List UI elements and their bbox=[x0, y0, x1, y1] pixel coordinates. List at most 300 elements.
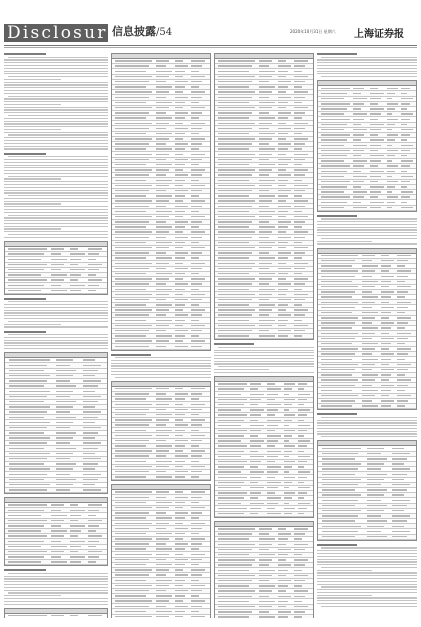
table-cell bbox=[115, 393, 149, 394]
table-cell bbox=[175, 185, 183, 186]
table-cell bbox=[156, 190, 166, 191]
table-cell bbox=[191, 200, 205, 201]
table-cell bbox=[191, 71, 199, 72]
table-cell bbox=[250, 503, 264, 504]
table-cell bbox=[218, 482, 244, 483]
table-cell bbox=[191, 309, 205, 310]
table-cell bbox=[278, 278, 286, 279]
table-cell bbox=[191, 138, 205, 139]
table-cell bbox=[218, 60, 255, 61]
table-cell bbox=[191, 60, 205, 61]
table-cell bbox=[397, 343, 405, 344]
table-cell bbox=[8, 253, 44, 254]
band-word: Disclosure bbox=[7, 23, 120, 43]
table-cell bbox=[259, 289, 275, 290]
table-cell bbox=[298, 461, 307, 462]
table-cell bbox=[278, 169, 286, 170]
table-cell bbox=[51, 504, 64, 505]
table-cell bbox=[381, 322, 395, 323]
table-cell bbox=[70, 264, 78, 265]
table-cell bbox=[321, 385, 355, 386]
text-line bbox=[317, 232, 417, 233]
table-cell bbox=[218, 86, 249, 87]
table-cell bbox=[191, 231, 205, 232]
table-cell bbox=[115, 445, 146, 446]
table-cell bbox=[321, 191, 345, 192]
table-cell bbox=[218, 294, 255, 295]
table-cell bbox=[156, 76, 169, 77]
data-table bbox=[214, 53, 314, 340]
text-heading bbox=[4, 153, 46, 155]
text-line bbox=[4, 93, 108, 94]
text-line bbox=[317, 559, 417, 560]
table-cell bbox=[88, 274, 96, 275]
table-cell bbox=[267, 420, 281, 421]
table-cell bbox=[175, 148, 186, 149]
table-cell bbox=[9, 375, 50, 376]
table-cell bbox=[294, 185, 308, 186]
table-cell bbox=[298, 414, 307, 415]
table-cell bbox=[259, 590, 272, 591]
table-cell bbox=[175, 252, 189, 253]
table-cell bbox=[218, 487, 242, 488]
table-cell bbox=[392, 510, 404, 511]
data-table bbox=[317, 80, 417, 212]
text-line bbox=[317, 603, 417, 604]
table-cell bbox=[259, 91, 272, 92]
table-cell bbox=[8, 274, 41, 275]
table-cell bbox=[259, 570, 275, 571]
table-cell bbox=[267, 440, 278, 441]
table-cell bbox=[362, 276, 372, 277]
table-cell bbox=[83, 453, 95, 454]
text-line bbox=[111, 365, 211, 366]
table-cell bbox=[392, 531, 410, 532]
table-cell bbox=[156, 543, 166, 544]
table-cell bbox=[370, 202, 384, 203]
text-line bbox=[4, 595, 61, 596]
table-cell bbox=[278, 71, 289, 72]
table-cell bbox=[370, 103, 378, 104]
table-cell bbox=[156, 606, 166, 607]
text-line bbox=[4, 143, 108, 144]
table-cell bbox=[83, 489, 101, 490]
table-cell bbox=[175, 471, 189, 472]
text-heading bbox=[317, 413, 357, 415]
text-line bbox=[317, 241, 372, 242]
table-cell bbox=[83, 365, 101, 366]
table-cell bbox=[175, 346, 189, 347]
table-cell bbox=[191, 419, 205, 420]
table-cell bbox=[191, 169, 205, 170]
table-cell bbox=[156, 252, 166, 253]
table-cell bbox=[191, 611, 199, 612]
table-cell bbox=[115, 424, 149, 425]
table-cell bbox=[115, 404, 152, 405]
text-line bbox=[317, 581, 417, 582]
table-cell bbox=[51, 615, 64, 616]
table-cell bbox=[175, 325, 183, 326]
text-line bbox=[317, 235, 417, 236]
table-cell bbox=[250, 440, 264, 441]
table-cell bbox=[298, 425, 310, 426]
table-cell bbox=[191, 117, 199, 118]
table-cell bbox=[294, 528, 308, 529]
table-cell bbox=[175, 600, 183, 601]
table-cell bbox=[115, 564, 146, 565]
table-cell bbox=[284, 513, 293, 514]
table-cell bbox=[278, 128, 292, 129]
table-cell bbox=[294, 71, 302, 72]
table-cell bbox=[322, 526, 361, 527]
table-cell bbox=[294, 283, 305, 284]
text-line bbox=[4, 137, 108, 138]
table-cell bbox=[156, 263, 169, 264]
table-cell bbox=[321, 338, 355, 339]
text-line bbox=[4, 71, 108, 72]
table-cell bbox=[156, 231, 169, 232]
table-cell bbox=[191, 497, 202, 498]
table-cell bbox=[370, 113, 381, 114]
text-block bbox=[317, 544, 417, 607]
column-1 bbox=[4, 50, 108, 618]
table-cell bbox=[284, 399, 296, 400]
table-cell bbox=[218, 606, 255, 607]
table-cell bbox=[298, 487, 310, 488]
table-cell bbox=[321, 150, 350, 151]
table-cell bbox=[259, 123, 272, 124]
table-cell bbox=[115, 289, 146, 290]
text-line bbox=[111, 363, 211, 364]
table-cell bbox=[191, 185, 205, 186]
table-cell bbox=[401, 139, 407, 140]
table-cell bbox=[370, 139, 384, 140]
text-line bbox=[111, 374, 211, 375]
table-row bbox=[215, 512, 313, 517]
table-cell bbox=[397, 265, 405, 266]
table-cell bbox=[362, 390, 378, 391]
table-cell bbox=[218, 242, 249, 243]
table-cell bbox=[259, 611, 269, 612]
table-cell bbox=[387, 98, 393, 99]
table-cell bbox=[284, 430, 296, 431]
table-cell bbox=[156, 585, 169, 586]
table-cell bbox=[278, 195, 289, 196]
masthead-rule bbox=[4, 45, 417, 46]
table-cell bbox=[278, 309, 286, 310]
table-cell bbox=[218, 283, 252, 284]
table-cell bbox=[259, 216, 272, 217]
table-cell bbox=[88, 253, 99, 254]
table-cell bbox=[370, 93, 384, 94]
table-cell bbox=[175, 388, 183, 389]
table-cell bbox=[250, 420, 258, 421]
table-cell bbox=[56, 370, 76, 371]
table-cell bbox=[191, 450, 205, 451]
table-cell bbox=[218, 596, 252, 597]
table-cell bbox=[362, 265, 378, 266]
table-cell bbox=[156, 169, 169, 170]
table-cell bbox=[298, 399, 307, 400]
table-cell bbox=[250, 497, 258, 498]
table-cell bbox=[115, 133, 146, 134]
table-cell bbox=[156, 211, 172, 212]
table-cell bbox=[362, 395, 375, 396]
table-cell bbox=[294, 206, 305, 207]
table-cell bbox=[381, 353, 395, 354]
table-cell bbox=[367, 463, 384, 464]
table-cell bbox=[397, 270, 411, 271]
table-cell bbox=[218, 81, 252, 82]
table-cell bbox=[218, 330, 252, 331]
table-cell bbox=[156, 600, 169, 601]
table-cell bbox=[367, 536, 387, 537]
masthead-band bbox=[4, 23, 120, 43]
table-cell bbox=[294, 200, 308, 201]
text-line bbox=[317, 422, 417, 423]
table-cell bbox=[191, 491, 205, 492]
table-cell bbox=[387, 139, 396, 140]
table-cell bbox=[259, 143, 269, 144]
table-cell bbox=[175, 340, 183, 341]
table-cell bbox=[397, 296, 405, 297]
table-cell bbox=[218, 508, 247, 509]
text-line bbox=[317, 589, 417, 590]
table-cell bbox=[218, 123, 255, 124]
text-line bbox=[4, 173, 108, 174]
table-cell bbox=[322, 448, 361, 449]
table-cell bbox=[259, 226, 275, 227]
table-cell bbox=[321, 124, 347, 125]
table-cell bbox=[191, 268, 202, 269]
table-cell bbox=[51, 541, 61, 542]
table-cell bbox=[51, 551, 64, 552]
table-cell bbox=[83, 411, 101, 412]
table-cell bbox=[156, 523, 169, 524]
table-cell bbox=[259, 544, 272, 545]
table-cell bbox=[56, 417, 76, 418]
table-cell bbox=[175, 159, 189, 160]
table-cell bbox=[218, 513, 244, 514]
text-line bbox=[4, 59, 108, 60]
table-cell bbox=[278, 143, 292, 144]
table-cell bbox=[9, 463, 44, 464]
table-cell bbox=[175, 450, 183, 451]
table-cell bbox=[156, 564, 172, 565]
table-cell bbox=[218, 445, 247, 446]
text-line bbox=[4, 190, 108, 191]
table-cell bbox=[8, 269, 44, 270]
text-heading bbox=[4, 298, 46, 300]
table-cell bbox=[88, 520, 102, 521]
table-cell bbox=[218, 549, 252, 550]
table-cell bbox=[218, 440, 242, 441]
table-cell bbox=[191, 388, 205, 389]
table-cell bbox=[115, 497, 149, 498]
table-cell bbox=[156, 247, 169, 248]
table-cell bbox=[250, 399, 261, 400]
text-line bbox=[4, 601, 108, 602]
table-cell bbox=[392, 515, 410, 516]
table-cell bbox=[259, 299, 269, 300]
table-cell bbox=[218, 195, 249, 196]
table-cell bbox=[115, 216, 152, 217]
table-cell bbox=[298, 456, 310, 457]
text-line bbox=[4, 101, 108, 102]
table-cell bbox=[259, 263, 272, 264]
table-cell bbox=[156, 294, 169, 295]
table-cell bbox=[191, 263, 205, 264]
table-cell bbox=[387, 155, 396, 156]
table-cell bbox=[259, 294, 272, 295]
table-cell bbox=[259, 190, 269, 191]
table-cell bbox=[294, 294, 308, 295]
table-cell bbox=[218, 226, 249, 227]
table-cell bbox=[115, 102, 146, 103]
table-cell bbox=[191, 304, 199, 305]
text-line bbox=[4, 107, 108, 108]
text-block bbox=[111, 354, 211, 378]
text-line bbox=[321, 547, 417, 548]
data-table bbox=[4, 352, 108, 494]
text-line bbox=[4, 201, 108, 202]
table-cell bbox=[8, 546, 41, 547]
text-line bbox=[4, 340, 108, 341]
table-cell bbox=[322, 479, 361, 480]
table-cell bbox=[191, 569, 205, 570]
table-cell bbox=[294, 237, 305, 238]
table-cell bbox=[156, 590, 166, 591]
table-cell bbox=[381, 364, 389, 365]
table-cell bbox=[284, 456, 290, 457]
table-cell bbox=[175, 294, 183, 295]
table-cell bbox=[381, 327, 392, 328]
table-cell bbox=[115, 65, 149, 66]
table-cell bbox=[284, 492, 296, 493]
table-cell bbox=[8, 551, 47, 552]
table-row bbox=[318, 404, 416, 409]
table-cell bbox=[294, 174, 305, 175]
table-cell bbox=[381, 281, 392, 282]
text-line bbox=[8, 76, 108, 77]
table-cell bbox=[278, 221, 292, 222]
table-cell bbox=[156, 388, 169, 389]
data-table bbox=[214, 521, 314, 618]
table-cell bbox=[51, 561, 67, 562]
table-cell bbox=[156, 226, 172, 227]
table-cell bbox=[115, 107, 152, 108]
table-cell bbox=[259, 320, 275, 321]
table-cell bbox=[278, 159, 292, 160]
table-cell bbox=[218, 247, 255, 248]
table-cell bbox=[115, 164, 146, 165]
table-cell bbox=[381, 385, 395, 386]
table-cell bbox=[381, 286, 389, 287]
table-cell bbox=[250, 477, 261, 478]
table-cell bbox=[294, 611, 305, 612]
table-cell bbox=[218, 138, 255, 139]
table-cell bbox=[191, 340, 205, 341]
table-cell bbox=[156, 580, 172, 581]
table-cell bbox=[70, 515, 81, 516]
table-cell bbox=[191, 430, 199, 431]
table-cell bbox=[156, 455, 166, 456]
table-cell bbox=[259, 65, 269, 66]
table-cell bbox=[218, 538, 249, 539]
table-cell bbox=[191, 211, 199, 212]
table-cell bbox=[156, 314, 166, 315]
text-line bbox=[8, 195, 108, 196]
table-cell bbox=[156, 398, 172, 399]
table-cell bbox=[259, 585, 275, 586]
table-cell bbox=[259, 309, 272, 310]
table-cell bbox=[362, 400, 372, 401]
text-line bbox=[4, 342, 108, 343]
table-cell bbox=[88, 541, 99, 542]
table-cell bbox=[218, 133, 249, 134]
table-row bbox=[112, 475, 210, 480]
table-cell bbox=[387, 103, 399, 104]
table-cell bbox=[51, 546, 67, 547]
table-cell bbox=[56, 391, 73, 392]
table-cell bbox=[259, 221, 269, 222]
table-cell bbox=[9, 380, 47, 381]
table-cell bbox=[367, 468, 381, 469]
table-cell bbox=[191, 466, 205, 467]
table-cell bbox=[278, 528, 286, 529]
table-cell bbox=[191, 533, 199, 534]
text-line bbox=[8, 321, 108, 322]
table-cell bbox=[175, 257, 186, 258]
table-cell bbox=[191, 424, 202, 425]
table-cell bbox=[278, 606, 286, 607]
table-cell bbox=[278, 117, 289, 118]
table-cell bbox=[56, 489, 70, 490]
table-cell bbox=[115, 242, 146, 243]
table-cell bbox=[353, 98, 367, 99]
table-cell bbox=[175, 595, 186, 596]
table-cell bbox=[218, 112, 252, 113]
table-cell bbox=[259, 169, 272, 170]
text-line bbox=[4, 65, 108, 66]
table-cell bbox=[88, 561, 96, 562]
text-line bbox=[4, 167, 108, 168]
table-cell bbox=[278, 335, 289, 336]
table-cell bbox=[9, 432, 44, 433]
table-cell bbox=[218, 174, 252, 175]
table-cell bbox=[115, 419, 152, 420]
table-cell bbox=[278, 325, 286, 326]
table-cell bbox=[321, 390, 352, 391]
table-cell bbox=[259, 231, 272, 232]
text-line bbox=[317, 425, 417, 426]
table-cell bbox=[397, 276, 408, 277]
table-cell bbox=[70, 504, 78, 505]
table-cell bbox=[218, 601, 249, 602]
table-cell bbox=[259, 252, 269, 253]
text-line bbox=[4, 159, 108, 160]
text-line bbox=[321, 57, 417, 58]
text-line bbox=[8, 156, 108, 157]
table-row bbox=[215, 334, 313, 339]
text-line bbox=[214, 355, 314, 356]
table-cell bbox=[156, 133, 172, 134]
table-cell bbox=[218, 159, 252, 160]
text-line bbox=[317, 221, 417, 222]
table-cell bbox=[267, 466, 281, 467]
table-cell bbox=[175, 564, 186, 565]
table-cell bbox=[321, 270, 358, 271]
